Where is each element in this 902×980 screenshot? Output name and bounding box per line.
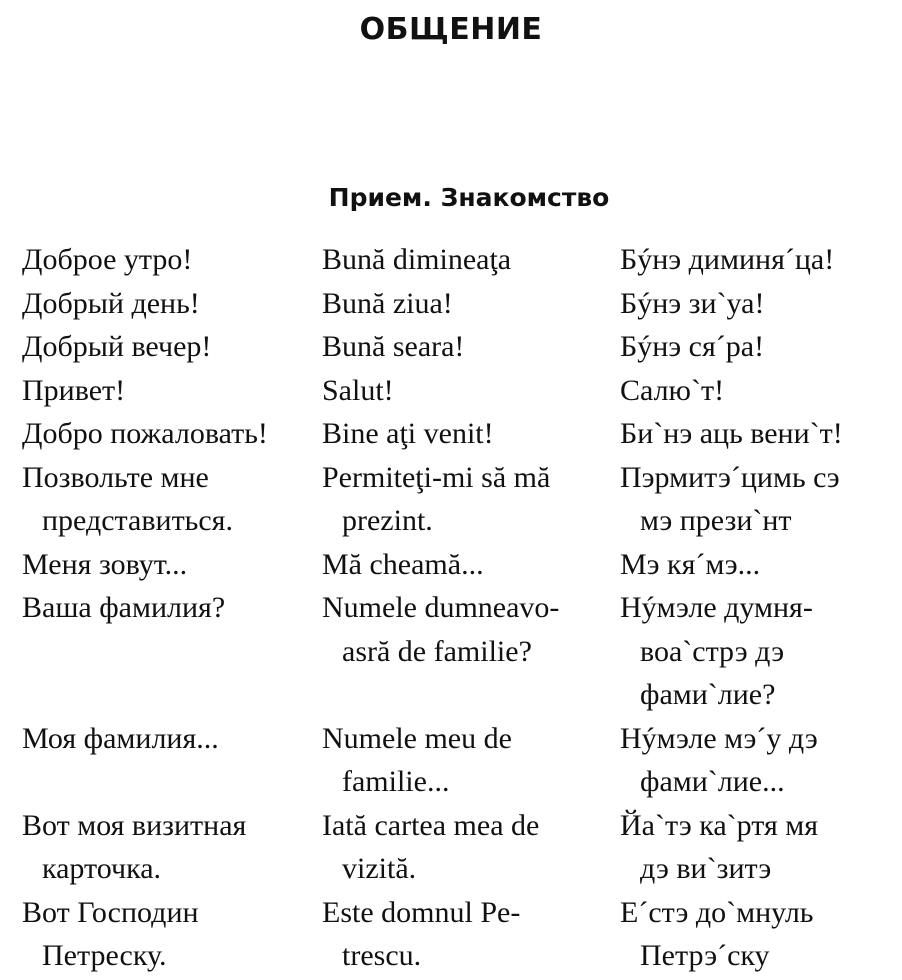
transcription-line: дэ ви`зитэ (640, 852, 772, 885)
transcription-line: мэ прези`нт (640, 504, 792, 537)
russian-phrase (22, 804, 322, 891)
russian-phrase-line: Привет! (22, 373, 126, 407)
phrase-row (22, 891, 892, 978)
phrase-row (22, 804, 892, 891)
transcription (620, 412, 892, 456)
russian-phrase (22, 238, 322, 282)
romanian-phrase (322, 891, 620, 978)
phrase-row (22, 412, 892, 456)
romanian-phrase-line: Iată cartea mea de (322, 808, 540, 842)
transcription-line: Нýмэле мэ´у дэ (620, 721, 818, 755)
romanian-phrase-line: Permiteţi-mi să mă (322, 460, 551, 494)
transcription-line: Нýмэле думня- (620, 591, 813, 624)
romanian-phrase-line: Mă cheamă... (322, 547, 484, 581)
romanian-phrase (322, 412, 620, 456)
transcription (620, 238, 892, 282)
romanian-phrase-line: familie... (342, 765, 450, 798)
romanian-phrase (322, 804, 620, 891)
romanian-phrase-line: trescu. (342, 939, 422, 972)
russian-phrase-line: представиться. (42, 504, 233, 537)
russian-phrase-line: Моя фамилия... (22, 721, 219, 755)
transcription-line: Петрэ´ску (640, 939, 770, 972)
romanian-phrase-line: Bună seara! (322, 330, 465, 363)
transcription (620, 543, 892, 587)
transcription-line: Би`нэ аць вени`т! (620, 417, 843, 450)
romanian-phrase-line: Este domnul Pe- (322, 895, 521, 929)
russian-phrase-line: Добрый вечер! (22, 330, 212, 363)
russian-phrase (22, 412, 322, 456)
chapter-title: ОБЩЕНИЕ (359, 12, 543, 47)
transcription (620, 456, 892, 543)
romanian-phrase-line: Numele dumneavo- (322, 591, 560, 624)
russian-phrase (22, 325, 322, 369)
russian-phrase (22, 456, 322, 543)
phrase-row (22, 586, 892, 717)
russian-phrase-line: Меня зовут... (22, 547, 188, 581)
phrase-row (22, 238, 892, 282)
romanian-phrase-line: Numele meu de (322, 721, 512, 755)
russian-phrase-line: Вот моя визитная (22, 808, 247, 842)
transcription-line: Бýнэ зи`уа! (620, 286, 765, 320)
russian-phrase-line: Добрый день! (22, 286, 200, 320)
phrase-row (22, 282, 892, 326)
transcription-line: воа`стрэ дэ (640, 634, 785, 668)
romanian-phrase-line: Bună ziua! (322, 286, 453, 320)
russian-phrase (22, 369, 322, 413)
phrase-row (22, 325, 892, 369)
section-title: Прием. Знакомство (328, 183, 610, 212)
russian-phrase (22, 586, 322, 630)
romanian-phrase (322, 586, 620, 673)
phrasebook-table (22, 238, 892, 978)
phrase-row (22, 543, 892, 587)
romanian-phrase-line: vizită. (342, 852, 417, 885)
russian-phrase-line: Ваша фамилия? (22, 591, 226, 624)
transcription-line: Мэ кя´мэ... (620, 547, 761, 581)
romanian-phrase-line: asră de familie? (342, 634, 532, 668)
romanian-phrase-line: Salut! (322, 373, 394, 407)
russian-phrase (22, 282, 322, 326)
phrase-row (22, 717, 892, 804)
transcription (620, 586, 892, 717)
russian-phrase (22, 543, 322, 587)
phrase-row (22, 456, 892, 543)
transcription-line: Бýнэ диминя´ца! (620, 243, 835, 276)
romanian-phrase (322, 543, 620, 587)
transcription-line: Йа`тэ ка`ртя мя (620, 808, 819, 842)
transcription (620, 369, 892, 413)
transcription-line: фами`лие... (640, 765, 785, 798)
romanian-phrase (322, 238, 620, 282)
romanian-phrase (322, 282, 620, 326)
russian-phrase-line: карточка. (42, 852, 162, 885)
transcription-line: Бýнэ ся´ра! (620, 330, 765, 363)
russian-phrase-line: Позвольте мне (22, 460, 209, 494)
transcription (620, 891, 892, 978)
transcription (620, 717, 892, 804)
romanian-phrase-line: Bine aţi venit! (322, 417, 494, 450)
russian-phrase (22, 891, 322, 978)
transcription (620, 282, 892, 326)
transcription (620, 325, 892, 369)
russian-phrase (22, 717, 322, 761)
romanian-phrase (322, 325, 620, 369)
russian-phrase-line: Вот Господин (22, 895, 199, 929)
transcription (620, 804, 892, 891)
romanian-phrase-line: prezint. (342, 504, 433, 537)
romanian-phrase-line: Bună dimineaţa (322, 243, 512, 276)
russian-phrase-line: Доброе утро! (22, 243, 193, 276)
transcription-line: Е´стэ до`мнуль (620, 895, 814, 929)
romanian-phrase (322, 369, 620, 413)
transcription-line: фами`лие? (640, 678, 776, 711)
romanian-phrase (322, 456, 620, 543)
romanian-phrase (322, 717, 620, 804)
russian-phrase-line: Петреску. (42, 939, 167, 972)
phrase-row (22, 369, 892, 413)
transcription-line: Салю`т! (620, 373, 725, 407)
russian-phrase-line: Добро пожаловать! (22, 417, 268, 450)
transcription-line: Пэрмитэ´цимь сэ (620, 460, 840, 494)
